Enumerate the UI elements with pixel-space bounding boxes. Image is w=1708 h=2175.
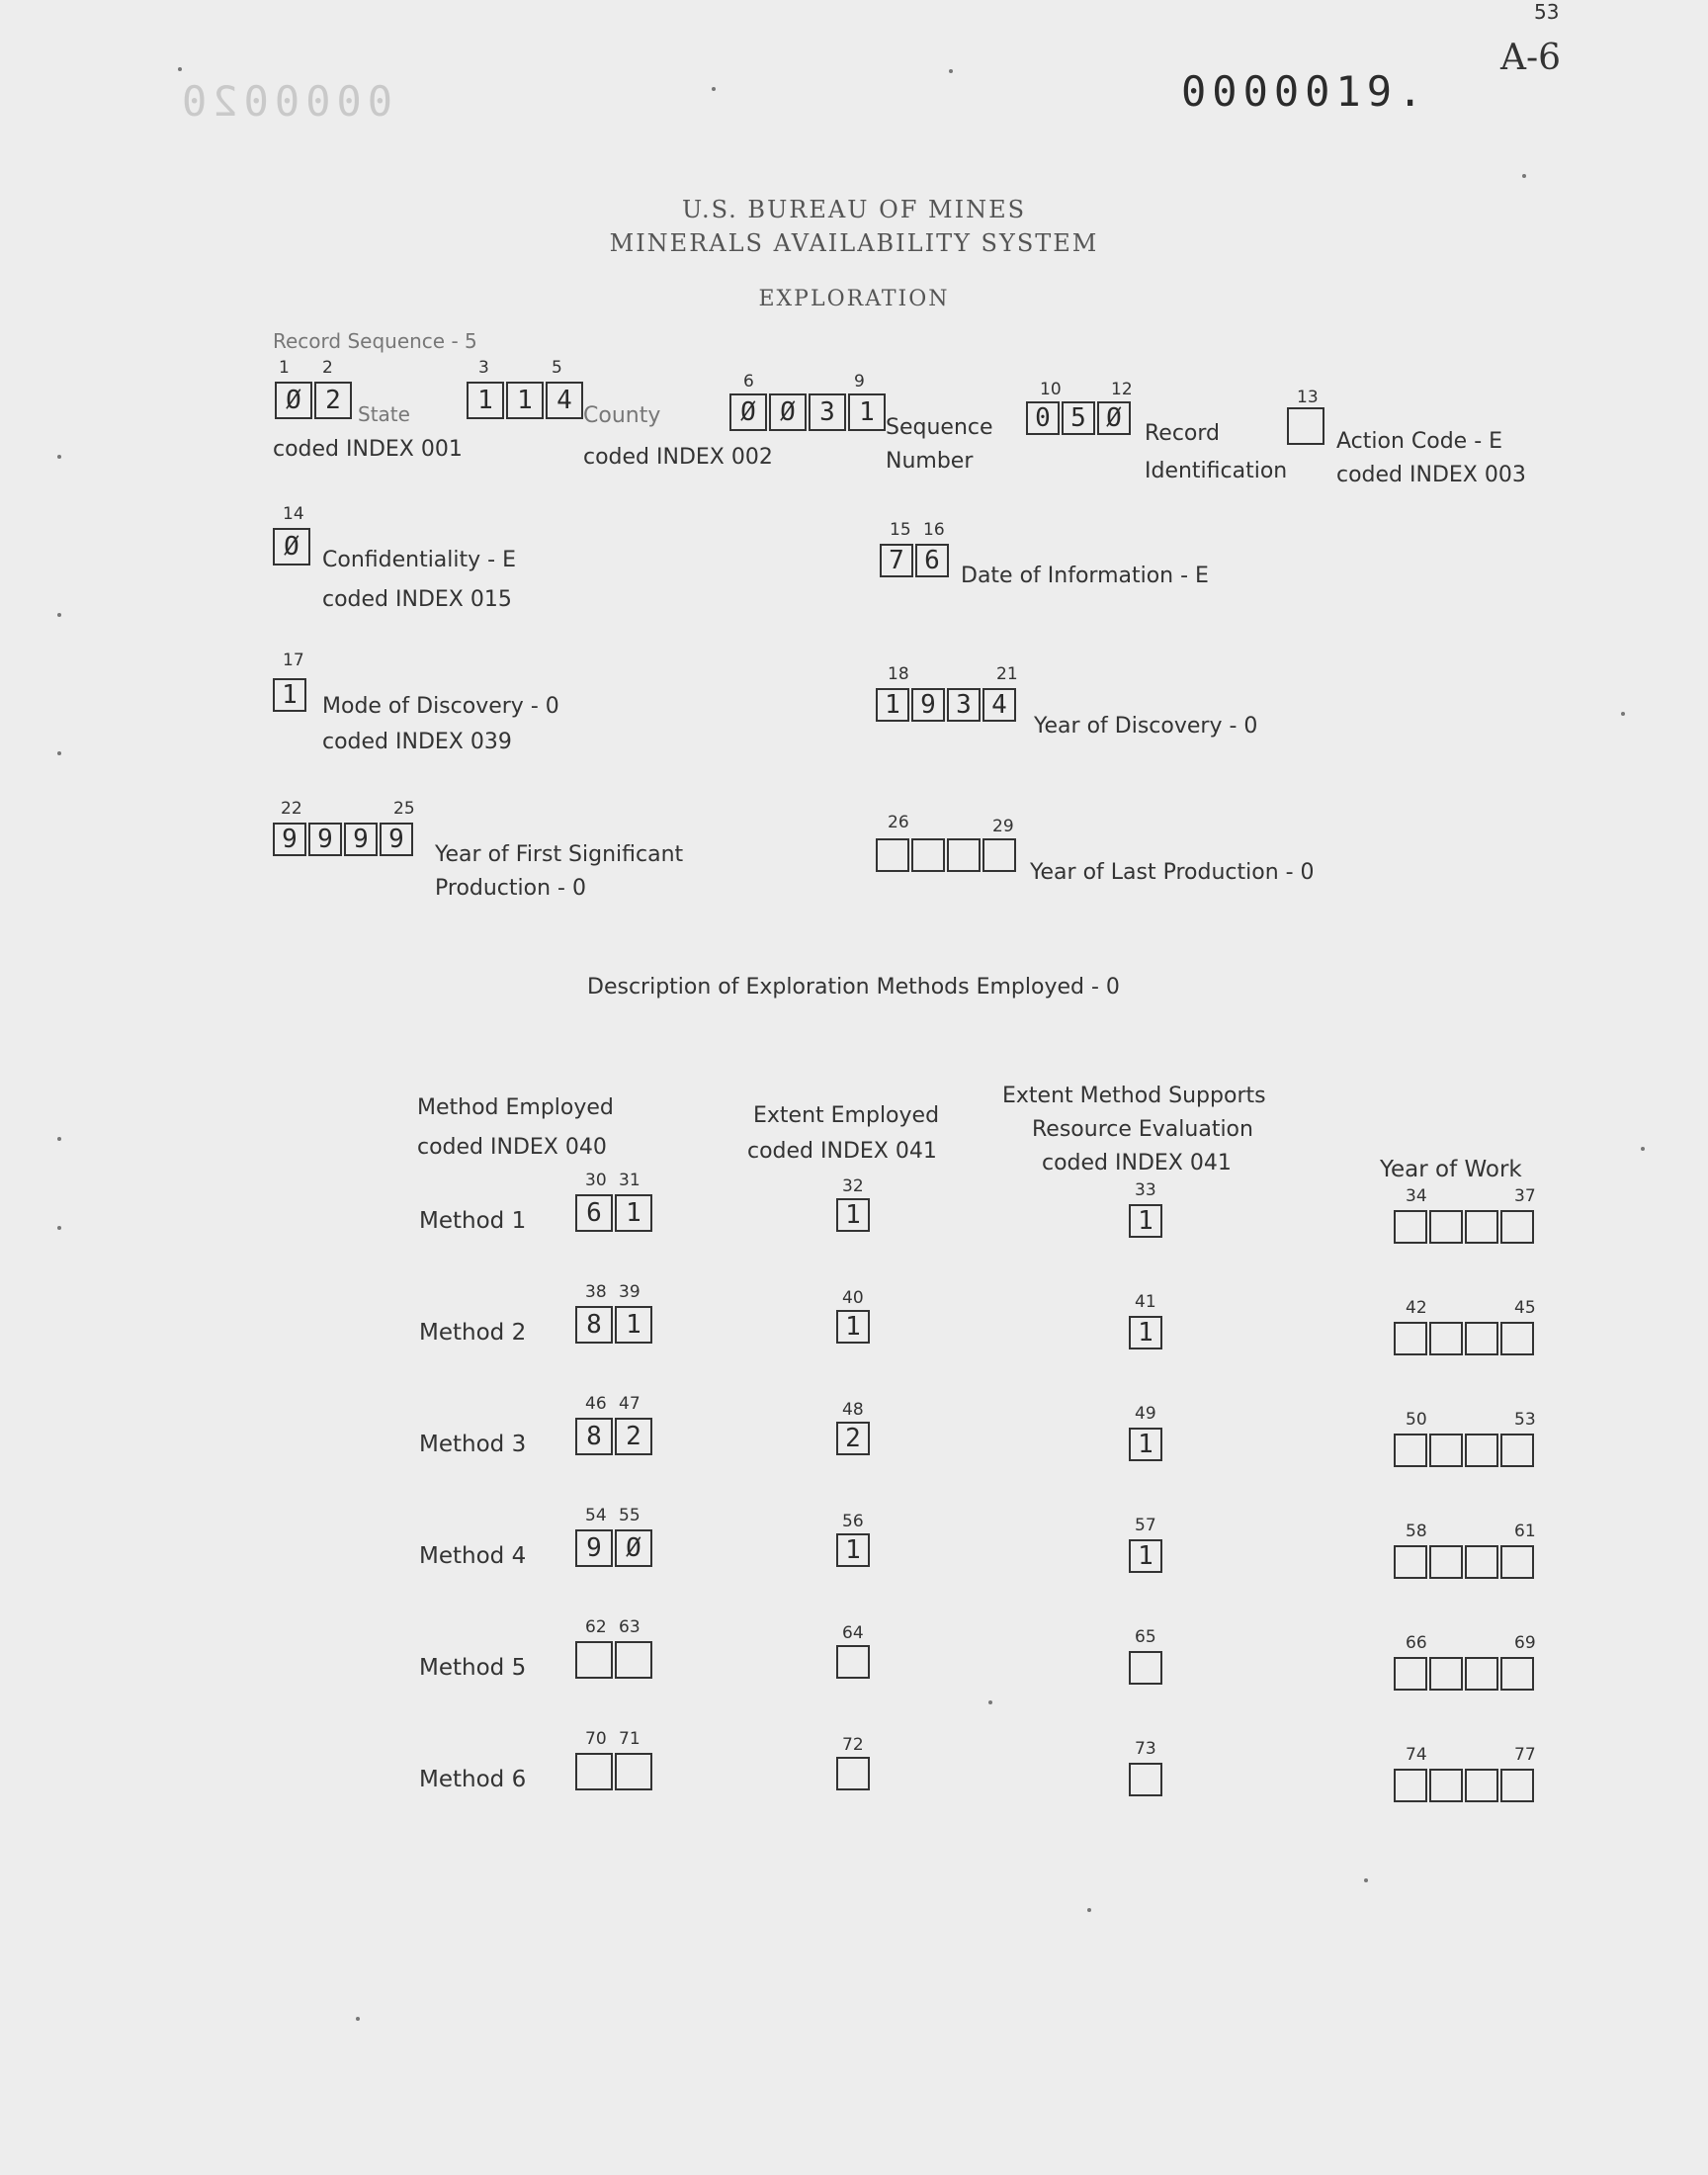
scan-speck xyxy=(1621,712,1625,716)
methods-title: Description of Exploration Methods Employed - 0 xyxy=(587,975,1120,1000)
method-col-end: 71 xyxy=(619,1729,640,1749)
year-of-work-boxes xyxy=(1394,1545,1536,1579)
year-of-work-digit[interactable] xyxy=(1500,1434,1534,1467)
year-of-work-digit[interactable] xyxy=(1465,1545,1498,1579)
method-code-digit[interactable] xyxy=(615,1641,652,1679)
year-of-work-boxes xyxy=(1394,1657,1536,1691)
date-info-digit[interactable]: 6 xyxy=(915,544,949,577)
method-code-boxes xyxy=(575,1418,654,1455)
year-of-work-digit[interactable] xyxy=(1429,1545,1463,1579)
extent-box-wrap xyxy=(836,1645,872,1679)
year-last-prod-digit[interactable] xyxy=(947,838,981,872)
year-of-work-digit[interactable] xyxy=(1500,1322,1534,1355)
year-first-prod-digit[interactable]: 9 xyxy=(380,823,413,856)
year-last-prod-label: Year of Last Production - 0 xyxy=(1030,860,1315,885)
col-supports-index: coded INDEX 041 xyxy=(1042,1151,1232,1175)
year-of-work-digit[interactable] xyxy=(1500,1769,1534,1802)
method-code-digit[interactable]: 8 xyxy=(575,1418,613,1455)
year-discovery-col-end: 21 xyxy=(996,664,1018,684)
mode-discovery-col: 17 xyxy=(283,651,304,670)
scan-speck xyxy=(712,87,716,91)
county-col-end: 5 xyxy=(552,358,562,378)
supports-col: 57 xyxy=(1135,1516,1156,1535)
col-supports-header-2: Resource Evaluation xyxy=(1032,1117,1253,1142)
confidentiality-col: 14 xyxy=(283,504,304,524)
scan-speck xyxy=(356,2017,360,2021)
extent-box-wrap xyxy=(836,1310,872,1344)
year-col-end: 37 xyxy=(1514,1186,1536,1206)
state-col-end: 2 xyxy=(322,358,333,378)
extent-box[interactable] xyxy=(836,1757,870,1790)
method-col-start: 70 xyxy=(585,1729,607,1749)
mode-discovery-index: coded INDEX 039 xyxy=(322,730,512,754)
scan-speck xyxy=(949,69,953,73)
record-sequence-label: Record Sequence - 5 xyxy=(273,329,477,353)
scan-speck xyxy=(57,1226,61,1230)
extent-box[interactable] xyxy=(836,1645,870,1679)
method-code-boxes xyxy=(575,1529,654,1567)
county-col-start: 3 xyxy=(478,358,489,378)
year-of-work-boxes xyxy=(1394,1769,1536,1802)
supports-box-wrap xyxy=(1129,1763,1164,1796)
scan-speck xyxy=(1522,174,1526,178)
extent-col: 40 xyxy=(842,1288,864,1308)
supports-box-wrap xyxy=(1129,1316,1164,1349)
year-discovery-col-start: 18 xyxy=(888,664,909,684)
section-title: EXPLORATION xyxy=(758,287,950,311)
method-label: Method 6 xyxy=(419,1767,527,1792)
date-info-col-start: 15 xyxy=(890,520,911,540)
record-id-digit[interactable]: 5 xyxy=(1062,401,1095,435)
scan-speck xyxy=(1641,1147,1645,1151)
year-of-work-digit[interactable] xyxy=(1394,1434,1427,1467)
year-of-work-boxes xyxy=(1394,1210,1536,1244)
header-line1: U.S. BUREAU OF MINES xyxy=(681,196,1027,223)
scan-speck xyxy=(57,455,61,459)
method-code-digit[interactable]: 2 xyxy=(615,1418,652,1455)
action-code-index: coded INDEX 003 xyxy=(1336,463,1526,487)
mode-discovery-label: Mode of Discovery - 0 xyxy=(322,694,559,719)
year-last-prod-digit[interactable] xyxy=(876,838,909,872)
year-last-prod-digit[interactable] xyxy=(982,838,1016,872)
date-info-col-end: 16 xyxy=(923,520,945,540)
scan-speck xyxy=(57,613,61,617)
year-of-work-digit[interactable] xyxy=(1394,1545,1427,1579)
supports-box[interactable]: 1 xyxy=(1129,1539,1162,1573)
method-col-end: 63 xyxy=(619,1617,640,1637)
method-col-start: 54 xyxy=(585,1506,607,1525)
extent-box-wrap xyxy=(836,1198,872,1232)
year-of-work-digit[interactable] xyxy=(1500,1210,1534,1244)
state-label: State xyxy=(358,402,410,426)
header-line2: MINERALS AVAILABILITY SYSTEM xyxy=(609,229,1099,257)
year-col-start: 42 xyxy=(1406,1298,1427,1318)
year-of-work-digit[interactable] xyxy=(1394,1322,1427,1355)
year-first-prod-digit[interactable]: 9 xyxy=(344,823,378,856)
extent-box[interactable]: 1 xyxy=(836,1198,870,1232)
supports-box[interactable] xyxy=(1129,1763,1162,1796)
method-code-digit[interactable] xyxy=(615,1753,652,1790)
supports-box-wrap xyxy=(1129,1539,1164,1573)
supports-box-wrap xyxy=(1129,1651,1164,1685)
year-last-prod-col-start: 26 xyxy=(888,813,909,832)
year-of-work-digit[interactable] xyxy=(1465,1434,1498,1467)
year-first-prod-col-end: 25 xyxy=(393,799,415,819)
sequence-digit[interactable]: Ø xyxy=(769,393,807,431)
record-id-digit[interactable]: 0 xyxy=(1026,401,1060,435)
record-id-label-2: Identification xyxy=(1145,459,1288,483)
county-digit[interactable]: 1 xyxy=(467,382,504,419)
method-code-boxes xyxy=(575,1306,654,1344)
year-discovery-label: Year of Discovery - 0 xyxy=(1034,714,1258,739)
date-info-digit[interactable]: 7 xyxy=(880,544,913,577)
county-index: coded INDEX 002 xyxy=(583,445,773,470)
year-col-start: 58 xyxy=(1406,1522,1427,1541)
col-method-index: coded INDEX 040 xyxy=(417,1135,607,1160)
extent-col: 48 xyxy=(842,1400,864,1420)
method-code-digit[interactable]: 9 xyxy=(575,1529,613,1567)
state-digit[interactable]: Ø xyxy=(275,382,312,419)
year-of-work-digit[interactable] xyxy=(1465,1322,1498,1355)
scan-speck xyxy=(988,1700,992,1704)
year-of-work-digit[interactable] xyxy=(1465,1210,1498,1244)
state-index: coded INDEX 001 xyxy=(273,437,463,462)
year-col-start: 74 xyxy=(1406,1745,1427,1765)
method-label: Method 2 xyxy=(419,1320,527,1346)
extent-box-wrap xyxy=(836,1533,872,1567)
method-code-boxes xyxy=(575,1753,654,1790)
extent-box-wrap xyxy=(836,1422,872,1455)
method-code-digit[interactable]: 6 xyxy=(575,1194,613,1232)
method-code-digit[interactable]: 8 xyxy=(575,1306,613,1344)
scan-speck xyxy=(57,751,61,755)
year-col-end: 61 xyxy=(1514,1522,1536,1541)
method-code-digit[interactable]: 1 xyxy=(615,1306,652,1344)
action-code-box[interactable] xyxy=(1287,407,1324,445)
method-label: Method 3 xyxy=(419,1432,527,1457)
year-col-end: 69 xyxy=(1514,1633,1536,1653)
year-of-work-digit[interactable] xyxy=(1465,1657,1498,1691)
year-discovery-digit[interactable]: 3 xyxy=(947,688,981,722)
method-col-end: 47 xyxy=(619,1394,640,1414)
supports-box-wrap xyxy=(1129,1428,1164,1461)
sequence-label-2: Number xyxy=(886,449,974,474)
page-code: A-6 xyxy=(1500,38,1562,78)
action-code-label: Action Code - E xyxy=(1336,429,1503,454)
serial-ghost: 0000020 xyxy=(176,77,393,126)
method-code-digit[interactable] xyxy=(575,1641,613,1679)
method-label: Method 5 xyxy=(419,1655,527,1681)
record-id-col-end: 12 xyxy=(1111,380,1133,399)
record-id-col-start: 10 xyxy=(1040,380,1062,399)
supports-col: 41 xyxy=(1135,1292,1156,1312)
method-code-boxes xyxy=(575,1641,654,1679)
method-label: Method 4 xyxy=(419,1543,527,1569)
method-code-digit[interactable]: Ø xyxy=(615,1529,652,1567)
record-id-digit[interactable]: Ø xyxy=(1097,401,1131,435)
year-first-prod-label-2: Production - 0 xyxy=(435,876,586,901)
year-first-prod-digit[interactable]: 9 xyxy=(308,823,342,856)
year-col-end: 53 xyxy=(1514,1410,1536,1430)
action-code-col: 13 xyxy=(1297,388,1319,407)
page-number: 53 xyxy=(1534,0,1560,24)
year-col-end: 77 xyxy=(1514,1745,1536,1765)
year-discovery-digit[interactable]: 9 xyxy=(911,688,945,722)
year-of-work-digit[interactable] xyxy=(1429,1769,1463,1802)
year-discovery-digit[interactable]: 4 xyxy=(982,688,1016,722)
col-extent-index: coded INDEX 041 xyxy=(747,1139,937,1164)
year-of-work-digit[interactable] xyxy=(1394,1210,1427,1244)
extent-col: 32 xyxy=(842,1176,864,1196)
method-col-end: 39 xyxy=(619,1282,640,1302)
sequence-col-end: 9 xyxy=(854,372,865,392)
confidentiality-box[interactable]: Ø xyxy=(273,528,310,566)
year-of-work-digit[interactable] xyxy=(1429,1322,1463,1355)
county-digit[interactable]: 4 xyxy=(546,382,583,419)
date-info-label: Date of Information - E xyxy=(961,564,1209,588)
county-label: County xyxy=(583,403,661,428)
extent-box[interactable]: 1 xyxy=(836,1310,870,1344)
sequence-digit[interactable]: 1 xyxy=(848,393,886,431)
extent-box-wrap xyxy=(836,1757,872,1790)
year-of-work-digit[interactable] xyxy=(1394,1657,1427,1691)
extent-col: 64 xyxy=(842,1623,864,1643)
mode-discovery-box[interactable]: 1 xyxy=(273,678,306,712)
extent-col: 72 xyxy=(842,1735,864,1755)
method-col-start: 46 xyxy=(585,1394,607,1414)
year-of-work-digit[interactable] xyxy=(1500,1545,1534,1579)
supports-col: 49 xyxy=(1135,1404,1156,1424)
extent-box[interactable]: 2 xyxy=(836,1422,870,1455)
year-of-work-boxes xyxy=(1394,1434,1536,1467)
scan-speck xyxy=(178,67,182,71)
col-year-header: Year of Work xyxy=(1380,1157,1522,1182)
extent-box[interactable]: 1 xyxy=(836,1533,870,1567)
supports-box[interactable] xyxy=(1129,1651,1162,1685)
year-of-work-digit[interactable] xyxy=(1465,1769,1498,1802)
county-digit[interactable]: 1 xyxy=(506,382,544,419)
year-discovery-digit[interactable]: 1 xyxy=(876,688,909,722)
sequence-col-start: 6 xyxy=(743,372,754,392)
method-col-start: 62 xyxy=(585,1617,607,1637)
method-col-start: 38 xyxy=(585,1282,607,1302)
method-col-end: 31 xyxy=(619,1171,640,1190)
sequence-digit[interactable]: 3 xyxy=(809,393,846,431)
method-code-digit[interactable] xyxy=(575,1753,613,1790)
method-label: Method 1 xyxy=(419,1208,527,1234)
confidentiality-index: coded INDEX 015 xyxy=(322,587,512,612)
scan-speck xyxy=(57,1137,61,1141)
supports-col: 65 xyxy=(1135,1627,1156,1647)
method-code-digit[interactable]: 1 xyxy=(615,1194,652,1232)
scan-speck xyxy=(1087,1908,1091,1912)
year-of-work-digit[interactable] xyxy=(1429,1434,1463,1467)
year-of-work-boxes xyxy=(1394,1322,1536,1355)
state-col-start: 1 xyxy=(279,358,290,378)
year-of-work-digit[interactable] xyxy=(1429,1657,1463,1691)
year-of-work-digit[interactable] xyxy=(1429,1210,1463,1244)
method-col-end: 55 xyxy=(619,1506,640,1525)
year-of-work-digit[interactable] xyxy=(1394,1769,1427,1802)
col-supports-header: Extent Method Supports xyxy=(1002,1084,1266,1108)
confidentiality-label: Confidentiality - E xyxy=(322,548,516,572)
year-of-work-digit[interactable] xyxy=(1500,1657,1534,1691)
year-first-prod-col-start: 22 xyxy=(281,799,302,819)
state-digit[interactable]: 2 xyxy=(314,382,352,419)
extent-col: 56 xyxy=(842,1512,864,1531)
col-extent-header: Extent Employed xyxy=(753,1103,940,1128)
year-col-end: 45 xyxy=(1514,1298,1536,1318)
sequence-label: Sequence xyxy=(886,415,993,440)
year-first-prod-label: Year of First Significant xyxy=(435,842,684,867)
supports-box[interactable]: 1 xyxy=(1129,1204,1162,1238)
scan-speck xyxy=(1364,1878,1368,1882)
year-last-prod-digit[interactable] xyxy=(911,838,945,872)
supports-col: 33 xyxy=(1135,1180,1156,1200)
supports-col: 73 xyxy=(1135,1739,1156,1759)
method-code-boxes xyxy=(575,1194,654,1232)
year-last-prod-col-end: 29 xyxy=(992,817,1014,836)
year-first-prod-digit[interactable]: 9 xyxy=(273,823,306,856)
supports-box[interactable]: 1 xyxy=(1129,1316,1162,1349)
record-id-label: Record xyxy=(1145,421,1221,446)
year-col-start: 34 xyxy=(1406,1186,1427,1206)
serial-number: 0000019. xyxy=(1181,67,1429,116)
year-col-start: 50 xyxy=(1406,1410,1427,1430)
method-col-start: 30 xyxy=(585,1171,607,1190)
sequence-digit[interactable]: Ø xyxy=(729,393,767,431)
supports-box-wrap xyxy=(1129,1204,1164,1238)
supports-box[interactable]: 1 xyxy=(1129,1428,1162,1461)
col-method-header: Method Employed xyxy=(417,1095,614,1120)
year-col-start: 66 xyxy=(1406,1633,1427,1653)
